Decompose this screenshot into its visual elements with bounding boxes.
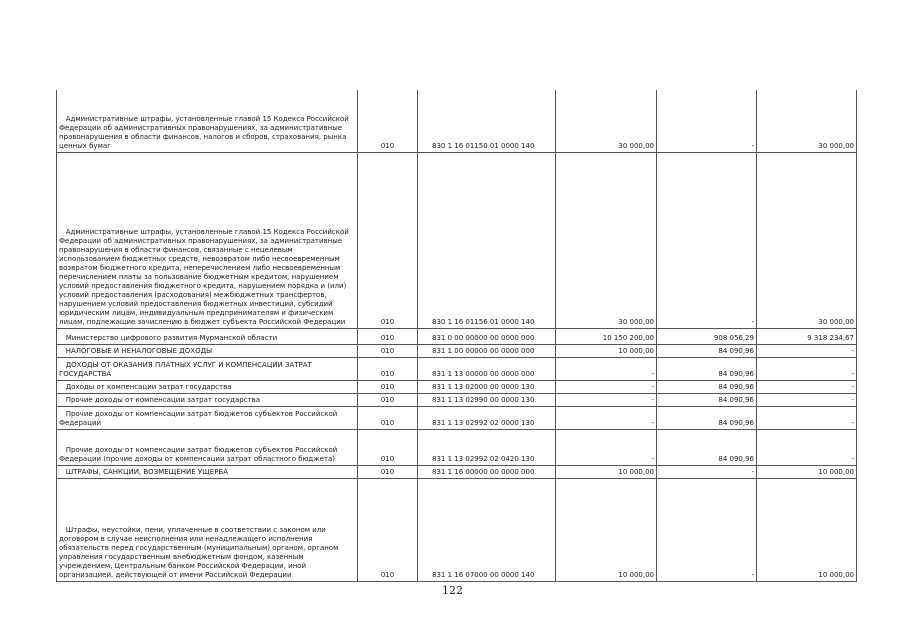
row-kbk-cell: 831 1 13 02000 00 0000 130	[418, 380, 556, 393]
row-line-code-cell: 010	[358, 90, 418, 152]
row-name-cell: ШТРАФЫ, САНКЦИИ, ВОЗМЕЩЕНИЕ УЩЕРБА	[57, 465, 358, 478]
row-unexecuted-cell: -	[757, 357, 857, 380]
row-kbk-cell: 830 1 16 01150 01 0000 140	[418, 90, 556, 152]
row-kbk-cell: 831 1 13 02990 00 0000 130	[418, 393, 556, 406]
row-unexecuted-cell: 9 318 234,67	[757, 328, 857, 344]
table-row	[57, 380, 857, 393]
row-line-code-cell: 010	[358, 152, 418, 328]
row-name-cell: Административные штрафы, установленные главой 15 Кодекса Российской Федерации об административных правонарушениях, за административные правонарушения в области финансов, налогов и сборов, страхования, рынка ценных бумаг	[57, 90, 358, 152]
row-executed-cell: 84 090,96	[657, 393, 757, 406]
row-name-cell: Прочие доходы от компенсации затрат государства	[57, 393, 358, 406]
row-line-code-cell: 010	[358, 429, 418, 465]
row-kbk-cell: 831 1 00 00000 00 0000 000	[418, 344, 556, 357]
row-unexecuted-cell: -	[757, 429, 857, 465]
row-plan-cell: 10 000,00	[556, 465, 657, 478]
row-executed-cell: 84 090,96	[657, 344, 757, 357]
table-row	[57, 393, 857, 406]
table-row	[57, 344, 857, 357]
row-unexecuted-cell: -	[757, 380, 857, 393]
row-name-cell: Прочие доходы от компенсации затрат бюджетов субъектов Российской Федерации (прочие доходы от компенсации затрат областного бюджета)	[57, 429, 358, 465]
row-executed-cell: 908 056,29	[657, 328, 757, 344]
row-line-code-cell: 010	[358, 328, 418, 344]
row-line-code-cell: 010	[358, 406, 418, 429]
row-name-cell: НАЛОГОВЫЕ И НЕНАЛОГОВЫЕ ДОХОДЫ	[57, 344, 358, 357]
row-kbk-cell: 830 1 16 01156 01 0000 140	[418, 152, 556, 328]
row-line-code-cell: 010	[358, 465, 418, 478]
row-kbk-cell: 831 1 16 00000 00 0000 000	[418, 465, 556, 478]
row-plan-cell: -	[556, 380, 657, 393]
row-plan-cell: -	[556, 429, 657, 465]
table-row	[57, 478, 857, 581]
row-unexecuted-cell: -	[757, 344, 857, 357]
table-row	[57, 465, 857, 478]
row-name-cell: Прочие доходы от компенсации затрат бюджетов субъектов Российской Федерации	[57, 406, 358, 429]
row-plan-cell: 30 000,00	[556, 152, 657, 328]
row-executed-cell: -	[657, 465, 757, 478]
table-body	[57, 90, 857, 581]
row-executed-cell: -	[657, 478, 757, 581]
row-plan-cell: -	[556, 406, 657, 429]
table-row	[57, 357, 857, 380]
row-line-code-cell: 010	[358, 380, 418, 393]
row-name-cell: Штрафы, неустойки, пени, уплаченные в соответствии с законом или договором в случае неисполнения или ненадлежащего исполнения обязательств перед государственным (муниципальным) органом, органом управления государственным внебюджетным фондом, казенным учреждением, Центральным банком Российской Федерации, иной организацией, действующей от имени Российской Федерации	[57, 478, 358, 581]
row-kbk-cell: 831 1 16 07000 00 0000 140	[418, 478, 556, 581]
table-row	[57, 152, 857, 328]
row-name-cell: Административные штрафы, установленные главой 15 Кодекса Российской Федерации об административных правонарушениях, за административные правонарушения в области финансов, связанные с нецелевым использованием бюджетных средств, невозвратом либо несвоевременным возвратом бюджетного кредита, неперечислением либо несвоевременным перечислением платы за пользование бюджетным кредитом, нарушением условий предоставления бюджетного кредита, нарушением порядка и (или) условий предоставления (расходования) межбюджетных трансфертов, нарушением условий предоставления бюджетных инвестиций, субсидий юридическим лицам, индивидуальным предпринимателям и физическим лицам, подлежащие зачислению в бюджет субъекта Российской Федерации	[57, 152, 358, 328]
table-row	[57, 328, 857, 344]
row-kbk-cell: 831 1 13 00000 00 0000 000	[418, 357, 556, 380]
row-unexecuted-cell: 30 000,00	[757, 152, 857, 328]
row-executed-cell: -	[657, 152, 757, 328]
row-kbk-cell: 831 0 00 00000 00 0000 000	[418, 328, 556, 344]
row-name-cell: Министерство цифрового развития Мурманской области	[57, 328, 358, 344]
row-unexecuted-cell: 10 000,00	[757, 465, 857, 478]
row-executed-cell: 84 090,96	[657, 429, 757, 465]
row-kbk-cell: 831 1 13 02992 02 0000 130	[418, 406, 556, 429]
row-plan-cell: 10 000,00	[556, 478, 657, 581]
row-unexecuted-cell: 30 000,00	[757, 90, 857, 152]
row-line-code-cell: 010	[358, 344, 418, 357]
table-row	[57, 406, 857, 429]
row-line-code-cell: 010	[358, 478, 418, 581]
row-plan-cell: 10 000,00	[556, 344, 657, 357]
row-unexecuted-cell: -	[757, 406, 857, 429]
table-row	[57, 90, 857, 152]
row-executed-cell: 84 090,96	[657, 357, 757, 380]
row-line-code-cell: 010	[358, 357, 418, 380]
row-line-code-cell: 010	[358, 393, 418, 406]
row-executed-cell: 84 090,96	[657, 380, 757, 393]
page-number: 122	[442, 584, 463, 597]
row-kbk-cell: 831 1 13 02992 02 0420 130	[418, 429, 556, 465]
revenue-execution-table	[56, 90, 857, 582]
row-unexecuted-cell: 10 000,00	[757, 478, 857, 581]
row-plan-cell: -	[556, 357, 657, 380]
row-plan-cell: -	[556, 393, 657, 406]
row-plan-cell: 30 000,00	[556, 90, 657, 152]
row-unexecuted-cell: -	[757, 393, 857, 406]
row-plan-cell: 10 150 200,00	[556, 328, 657, 344]
row-name-cell: ДОХОДЫ ОТ ОКАЗАНИЯ ПЛАТНЫХ УСЛУГ И КОМПЕНСАЦИИ ЗАТРАТ ГОСУДАРСТВА	[57, 357, 358, 380]
row-name-cell: Доходы от компенсации затрат государства	[57, 380, 358, 393]
row-executed-cell: -	[657, 90, 757, 152]
table-row	[57, 429, 857, 465]
row-executed-cell: 84 090,96	[657, 406, 757, 429]
